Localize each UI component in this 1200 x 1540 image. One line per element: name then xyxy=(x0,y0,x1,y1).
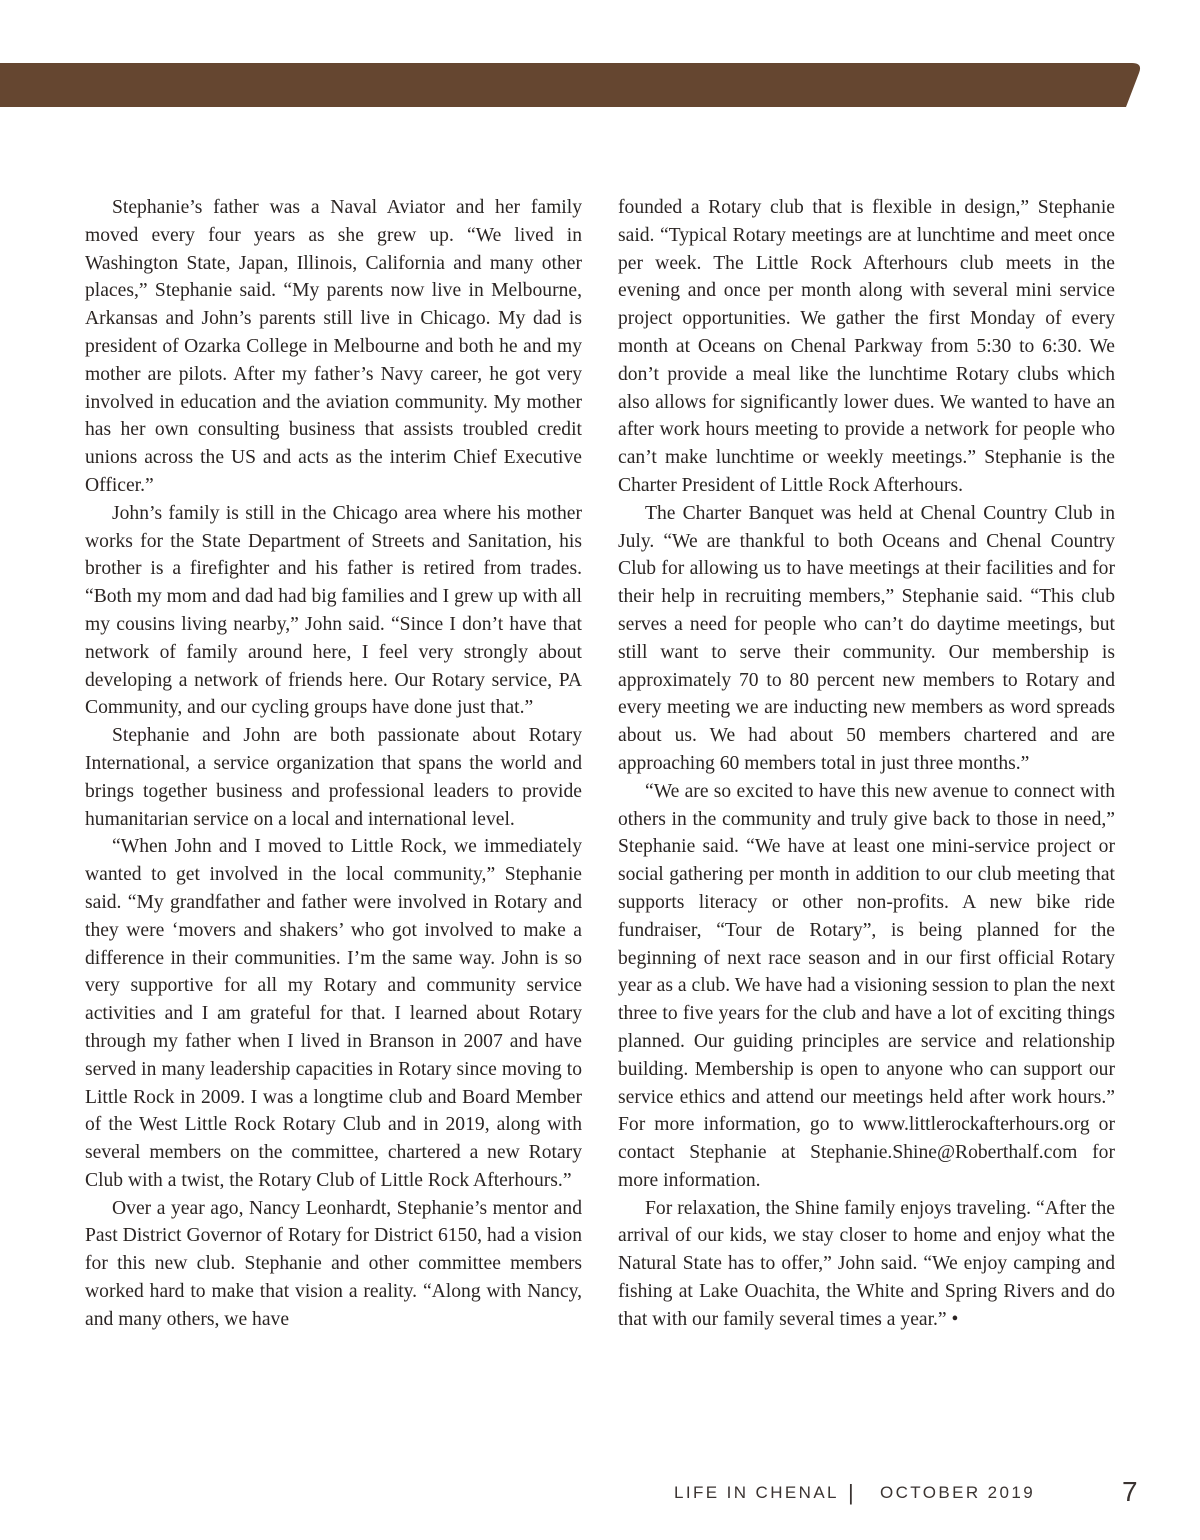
issue-date: OCTOBER 2019 xyxy=(880,1483,1036,1502)
page-footer xyxy=(0,1476,1200,1512)
paragraph-nancy-leonhardt: Over a year ago, Nancy Leonhardt, Stephanie’s mentor and Past District Governor of Rotary for District 6150, had a vision for this new club. Stephanie and other committee members worked hard to make that vision a reality. “Along with Nancy, and many others, we have xyxy=(85,1197,582,1330)
paragraph-charter-banquet: The Charter Banquet was held at Chenal Country Club in July. “We are thankful to both Oceans and Chenal Country Club for allowing us to have meetings at their facilities and for their help in recruiting members,” Stephanie said. “This club serves a need for people who can’t do daytime meetings, but still want to serve their community. Our membership is approximately 70 to 80 percent new members to Rotary and every meeting we are inducting new members as word spreads about us. We had about 50 members chartered and are approaching 60 members total in just three months.” xyxy=(618,502,1115,774)
paragraph-relaxation: For relaxation, the Shine family enjoys traveling. “After the arrival of our kids, we stay closer to home and enjoy what the Natural State has to offer,” John said. “We enjoy camping and fishing at Lake Ouachita, the White and Spring Rivers and do that with our family several times a year.” • xyxy=(618,1197,1115,1330)
paragraph-flexible-design: founded a Rotary club that is flexible in design,” Stephanie said. “Typical Rotary meetings are at lunchtime and meet once per week. The Little Rock Afterhours club meets in the evening and once per month along with several mini service project opportunities. We gather the first Monday of every month at Oceans on Chenal Parkway from 5:30 to 6:30. We don’t provide a meal like the lunchtime Rotary clubs which also allows for significantly lower dues. We wanted to have an after work hours meeting to provide a network for people who can’t make lunchtime or weekly meetings.” Stephanie is the Charter President of Little Rock Afterhours. xyxy=(618,197,1115,496)
article-column-left xyxy=(85,194,582,1334)
top-banner xyxy=(0,63,1142,107)
paragraph-father-naval-aviator: Stephanie’s father was a Naval Aviator and her family moved every four years as she grew up. “We lived in Washington State, Japan, Illinois, California and many other places,” Stephanie said. “My parents now live in Melbourne, Arkansas and John’s parents still live in Chicago. My dad is president of Ozarka College in Melbourne and both he and my mother are pilots. After my father’s Navy career, he got very involved in education and the aviation community. My mother has her own consulting business that assists troubled credit unions across the US and acts as the interim Chief Executive Officer.” xyxy=(85,197,582,496)
article-column-right xyxy=(618,194,1115,1334)
footer-separator: | xyxy=(848,1480,854,1505)
paragraph-johns-family: John’s family is still in the Chicago area where his mother works for the State Department of Streets and Sanitation, his brother is a firefighter and his father is retired from trades. “Both my mom and dad had big families and I grew up with all my cousins living nearby,” John said. “Since I don’t have that network of family around here, I feel very strongly about developing a network of friends here. Our Rotary service, PA Community, and our cycling groups have done just that.” xyxy=(85,502,582,719)
paragraph-new-avenue: “We are so excited to have this new avenue to connect with others in the community and truly give back to those in need,” Stephanie said. “We have at least one mini-service project or social gathering per month in addition to our club meeting that supports literacy or other non-profits. A new bike ride fundraiser, “Tour de Rotary”, is being planned for the beginning of next race season and in our first official Rotary year as a club. We have had a visioning session to plan the next three to five years for the club and have a lot of exciting things planned. Our guiding principles are service and relationship building. Membership is open to anyone who can support our service ethics and attend our meetings held after work hours.” For more information, go to www.littlerockafterhours.org or contact Stephanie at Stephanie.Shine@Roberthalf.com for more information. xyxy=(618,780,1115,1191)
page-number: 7 xyxy=(1122,1476,1138,1507)
paragraph-moved-to-little-rock: “When John and I moved to Little Rock, we immediately wanted to get involved in the local community,” Stephanie said. “My grandfather and father were involved in Rotary and they were ‘movers and shakers’ who got involved to make a difference in their communities. I’m the same way. John is so very supportive for all my Rotary and community service activities and I am grateful for that. I learned about Rotary through my father when I lived in Branson in 2007 and have served in many leadership capacities in Rotary since moving to Little Rock in 2009. I was a longtime club and Board Member of the West Little Rock Rotary Club and in 2019, along with several members on the committee, chartered a new Rotary Club with a twist, the Rotary Club of Little Rock Afterhours.” xyxy=(85,836,582,1191)
paragraph-rotary-international: Stephanie and John are both passionate about Rotary International, a service organization that spans the world and brings together business and professional leaders to provide humanitarian service on a local and international level. xyxy=(85,725,582,830)
banner-shape xyxy=(0,63,1142,107)
magazine-title: LIFE IN CHENAL xyxy=(674,1483,839,1502)
